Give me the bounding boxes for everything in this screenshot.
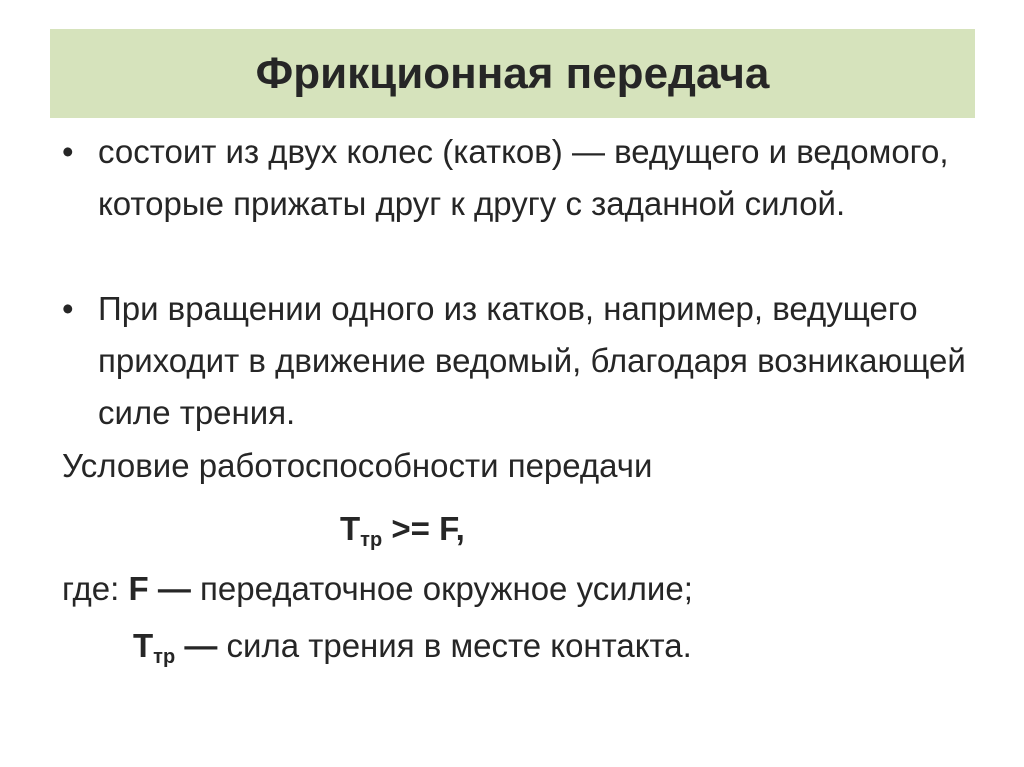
dash: — — [148, 570, 201, 607]
t-description: сила трения в месте контакта. — [226, 627, 692, 664]
f-description: передаточное окружное усилие; — [200, 570, 693, 607]
var-f: F — [128, 570, 149, 607]
formula-subscript: тр — [360, 529, 383, 551]
t-symbol: T — [133, 627, 154, 664]
bullet-text: При вращении одного из катков, например, ведущего приходит в движение ведомый, благодаря возникающей силе трения. — [98, 290, 966, 431]
formula-symbol: T — [340, 510, 361, 547]
bullet-text: состоит из двух колес (катков) — ведущего и ведомого, которые прижаты друг к другу с заданной силой. — [98, 133, 949, 222]
where-line-t — [133, 620, 692, 683]
bullet-marker: • — [62, 290, 74, 327]
slide-title: Фрикционная передача — [255, 48, 770, 98]
where-prefix: где: — [62, 570, 129, 607]
formula-rest: >= F, — [382, 510, 465, 547]
dash: — — [175, 627, 227, 664]
formula — [340, 503, 465, 566]
bullet-marker: • — [62, 133, 74, 170]
where-line-f — [62, 563, 693, 615]
condition-heading: Условие работоспособности передачи — [62, 447, 653, 484]
t-subscript: тр — [153, 646, 176, 668]
